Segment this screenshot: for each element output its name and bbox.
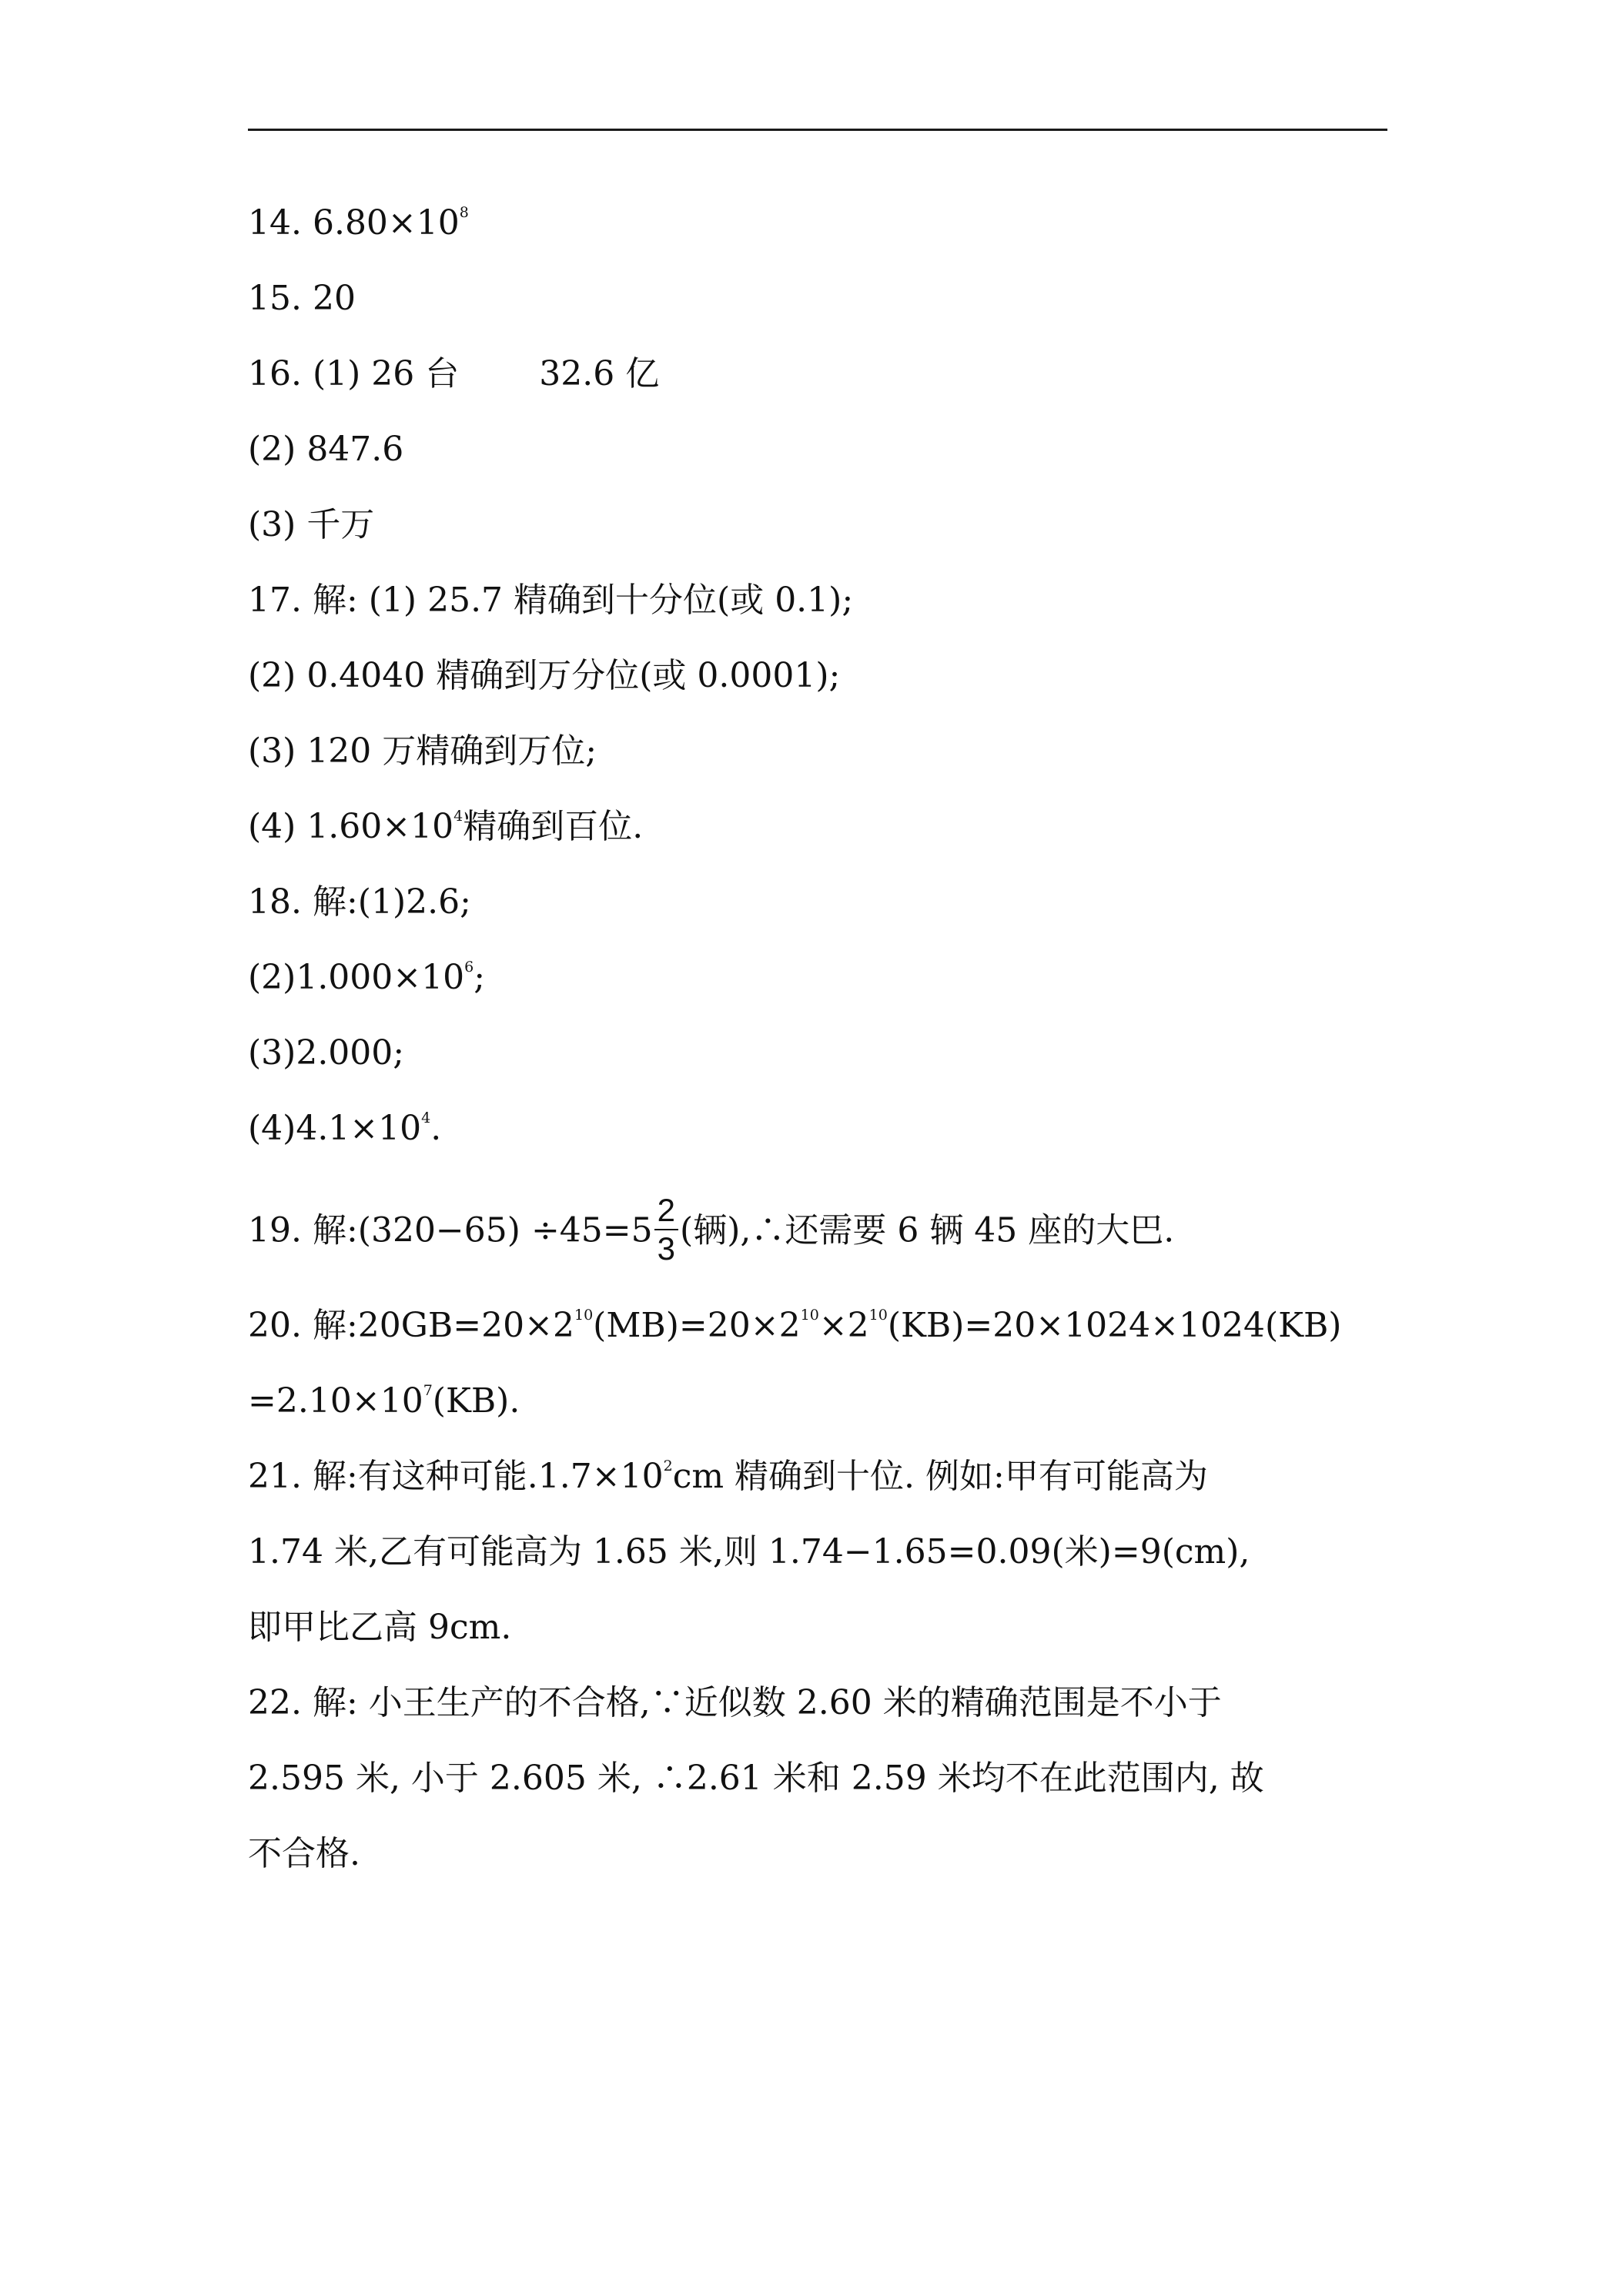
answer-16-part3: (3) 千万 bbox=[248, 505, 375, 544]
answer-16-part2: (2) 847.6 bbox=[248, 430, 404, 469]
answer-17-part4: (4) $1.60\times 10^4$精确到百位. bbox=[248, 807, 644, 846]
answer-14: 14. $6.80\times 10^8$ bbox=[248, 203, 469, 243]
answer-16: 16. (1) 26 台 32.6 亿 bbox=[248, 354, 660, 393]
answer-18: 18. 解:(1)2.6; bbox=[248, 882, 471, 922]
answer-21-cont2: 即甲比乙高 9cm. bbox=[248, 1608, 512, 1647]
answer-22-cont2: 不合格. bbox=[248, 1834, 360, 1873]
answer-18-part2: $(2)1.000\times 10^6$; bbox=[248, 958, 486, 997]
answer-21-cont: 1.74 米,乙有可能高为 1.65 米,则 1.74−1.65=0.09(米)=9(cm), bbox=[248, 1532, 1250, 1571]
answer-17-part2: (2) 0.4040 精确到万分位(或 0.0001); bbox=[248, 656, 841, 695]
answer-20: 20. 解$:20GB=20\times 2^{10}(MB)=20\times 2^{10}\times 2^{10}(KB)=20\times 1024\times 1024(KB)$ bbox=[248, 1306, 1342, 1345]
mixed-fraction: $\frac{2}{3}$ bbox=[654, 1192, 678, 1267]
answer-15: 15. 20 bbox=[248, 279, 356, 318]
answer-19: 19. 解:(320−65) ÷45=5 $\frac{2}{3}$ (辆),∴还需要 6 辆 45 座的大巴. bbox=[248, 1192, 1175, 1267]
answer-22: 22. 解: 小王生产的不合格,∵近似数 2.60 米的精确范围是不小于 bbox=[248, 1683, 1222, 1722]
answer-17-part3: (3) 120 万精确到万位; bbox=[248, 731, 597, 771]
answer-21: 21. 解:有这种可能$.1.7\times 10^2cm$ 精确到十位. 例如:甲有可能高为 bbox=[248, 1457, 1208, 1496]
answer-18-part3: (3)2.000; bbox=[248, 1033, 405, 1073]
answer-17: 17. 解: (1) 25.7 精确到十分位(或 0.1); bbox=[248, 581, 854, 620]
answer-22-cont: 2.595 米, 小于 2.605 米, ∴2.61 米和 2.59 米均不在此范围内, 故 bbox=[248, 1759, 1264, 1798]
header-rule bbox=[248, 129, 1387, 131]
answer-18-part4: $(4)4.1\times 10^4$. bbox=[248, 1109, 442, 1148]
answer-20-cont: $=2.10\times 10^7(KB)$. bbox=[248, 1381, 520, 1421]
